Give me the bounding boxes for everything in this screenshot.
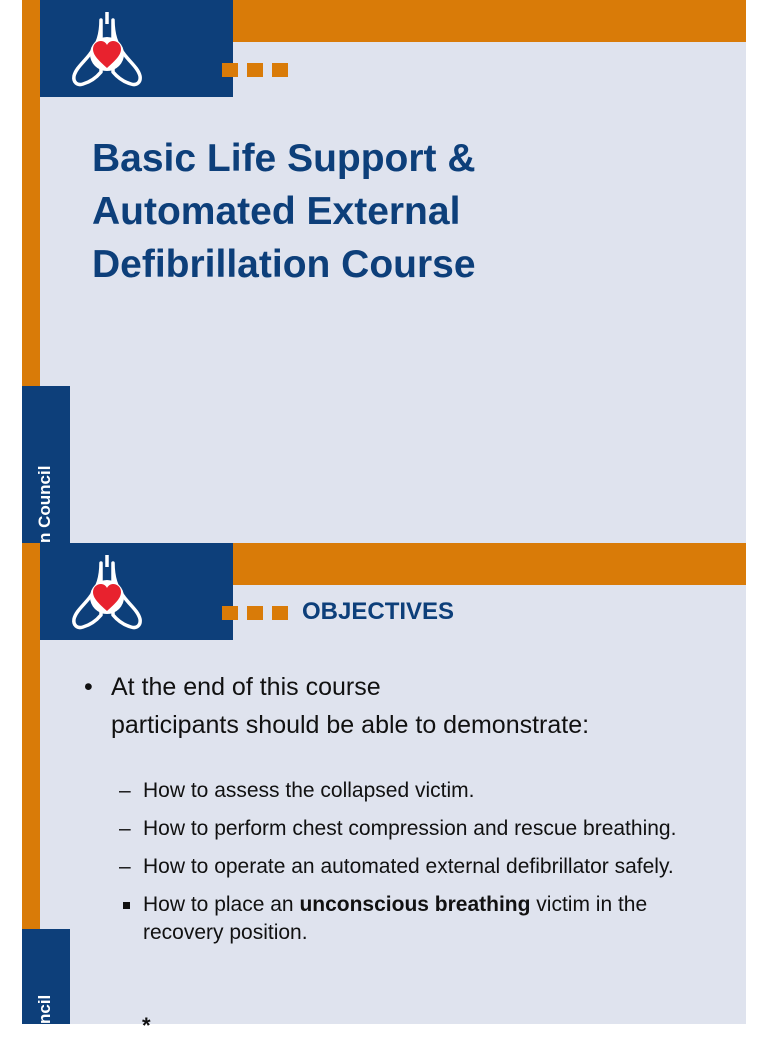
accent-square <box>272 63 288 77</box>
main-bullet <box>84 668 724 744</box>
sub-bullet-text: How to place an <box>143 893 300 916</box>
objectives-heading: OBJECTIVES <box>302 598 455 625</box>
lungs-heart-logo-icon <box>68 10 146 88</box>
sub-bullet-text: victim in the recovery position. <box>143 893 648 944</box>
bullet-line: At the end of this course <box>111 673 381 701</box>
sub-bullet-item <box>119 815 724 843</box>
dash-marker: – <box>119 817 131 840</box>
title-line: Defibrillation Course <box>92 243 476 286</box>
side-org-label <box>22 994 70 1025</box>
top-orange-bar <box>233 0 746 42</box>
sub-bullet-item <box>119 891 724 947</box>
title-line: Automated External <box>92 190 461 233</box>
objectives-content <box>84 668 724 957</box>
slide-title <box>92 132 712 291</box>
trailing-asterisk: * <box>142 1013 151 1038</box>
side-org-text: n Council <box>35 465 54 543</box>
sub-bullet-text: How to assess the collapsed victim. <box>143 779 475 802</box>
sub-bullet-text: How to perform chest compression and rescue breathing. <box>143 817 677 840</box>
top-orange-bar <box>233 543 746 585</box>
bullet-marker: • <box>84 673 93 701</box>
title-line: Basic Life Support & <box>92 137 476 180</box>
sub-bullet-item <box>119 777 724 805</box>
accent-square <box>222 63 238 77</box>
accent-square <box>272 606 288 620</box>
left-orange-bar <box>22 543 40 929</box>
dash-marker: – <box>119 779 131 802</box>
side-org-text: ncil <box>35 994 54 1024</box>
sub-bullet-bold-text: unconscious breathing <box>299 893 531 916</box>
left-orange-bar <box>22 0 40 386</box>
sub-bullet-list <box>84 777 724 947</box>
sub-bullet-item <box>119 853 724 881</box>
bullet-line: participants should be able to demonstrate: <box>111 711 590 739</box>
square-marker-icon <box>123 902 130 909</box>
sub-bullet-text: How to operate an automated external defibrillator safely. <box>143 855 674 878</box>
objectives-slide <box>0 543 768 1024</box>
dash-marker: – <box>119 855 131 878</box>
accent-square <box>247 606 263 620</box>
accent-square <box>247 63 263 77</box>
accent-square <box>222 606 238 620</box>
lungs-heart-logo-icon <box>68 553 146 631</box>
